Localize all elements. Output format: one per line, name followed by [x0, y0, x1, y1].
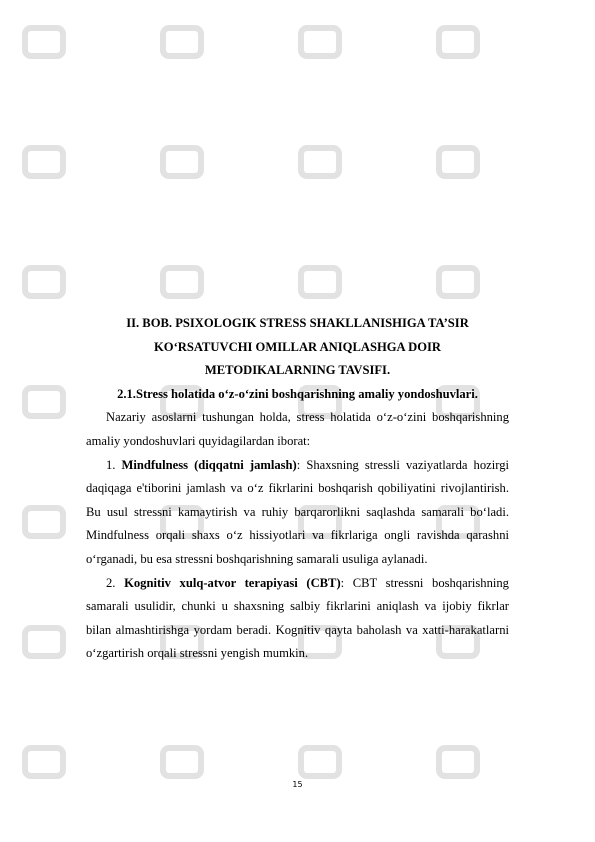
watermark-logo-icon [22, 385, 66, 419]
chapter-title-line: II. BOB. PSIXOLOGIK STRESS SHAKLLANISHIGA TA’SIR [126, 316, 469, 330]
list-item [86, 454, 509, 572]
list-item [86, 572, 509, 666]
list-item-term: Kognitiv xulq-atvor terapiyasi (CBT) [124, 575, 341, 590]
watermark-logo-icon [22, 25, 66, 59]
watermark-logo-icon [22, 745, 66, 779]
page-body [86, 312, 509, 666]
watermark-logo-icon [436, 25, 480, 59]
list-item-number: 2. [106, 575, 116, 590]
chapter-title-line: KO‘RSATUVCHI OMILLAR ANIQLASHGA DOIR [153, 339, 441, 354]
watermark-logo-icon [298, 745, 342, 779]
watermark-logo-icon [436, 265, 480, 299]
watermark-logo-icon [22, 625, 66, 659]
list-item-text: : CBT stressni boshqarishning samarali usulidir, chunki u shaxsning salbiy fikrlarini aniqlash va ijobiy fikrlar bilan almashtirishga yordam beradi. Kognitiv qayta baholash va xatti-harakatlarni o‘zgartirish orqali stressni yengish mumkin. [86, 575, 509, 661]
list-item-term: Mindfulness (diqqatni jamlash) [121, 457, 297, 472]
watermark-logo-icon [22, 505, 66, 539]
watermark-logo-icon [160, 265, 204, 299]
watermark-logo-icon [436, 145, 480, 179]
intro-paragraph: Nazariy asoslarni tushungan holda, stress holatida o‘z-o‘zini boshqarishning amaliy yondoshuvlari quyidagilardan iborat: [86, 410, 509, 448]
watermark-logo-icon [22, 145, 66, 179]
watermark-logo-icon [298, 145, 342, 179]
list-item-number: 1. [106, 457, 116, 472]
watermark-logo-icon [298, 25, 342, 59]
watermark-logo-icon [160, 25, 204, 59]
watermark-logo-icon [298, 265, 342, 299]
watermark-logo-icon [22, 265, 66, 299]
chapter-title-line: METODIKALARNING TAVSIFI. [204, 363, 391, 378]
page-number: 15 [292, 780, 303, 789]
section-title: 2.1.Stress holatida o‘z-o‘zini boshqarishning amaliy yondoshuvlari. [117, 386, 478, 401]
list-item-text: : Shaxsning stressli vaziyatlarda hozirgi daqiqaga e'tiborini jamlash va o‘z fikrlarini boshqarish qobiliyatini rivojlantirish. Bu usul stressni kamaytirish va ruhiy barqarorlikni saqlashda samarali bo‘ladi. Mindfulness orqali shaxs o‘z hissiyotlari va fikrlariga ongli ravishda qarashni o‘rganadi, bu esa stressni boshqarishning samarali usuliga aylanadi. [86, 457, 509, 566]
watermark-logo-icon [436, 745, 480, 779]
watermark-logo-icon [160, 745, 204, 779]
watermark-logo-icon [160, 145, 204, 179]
